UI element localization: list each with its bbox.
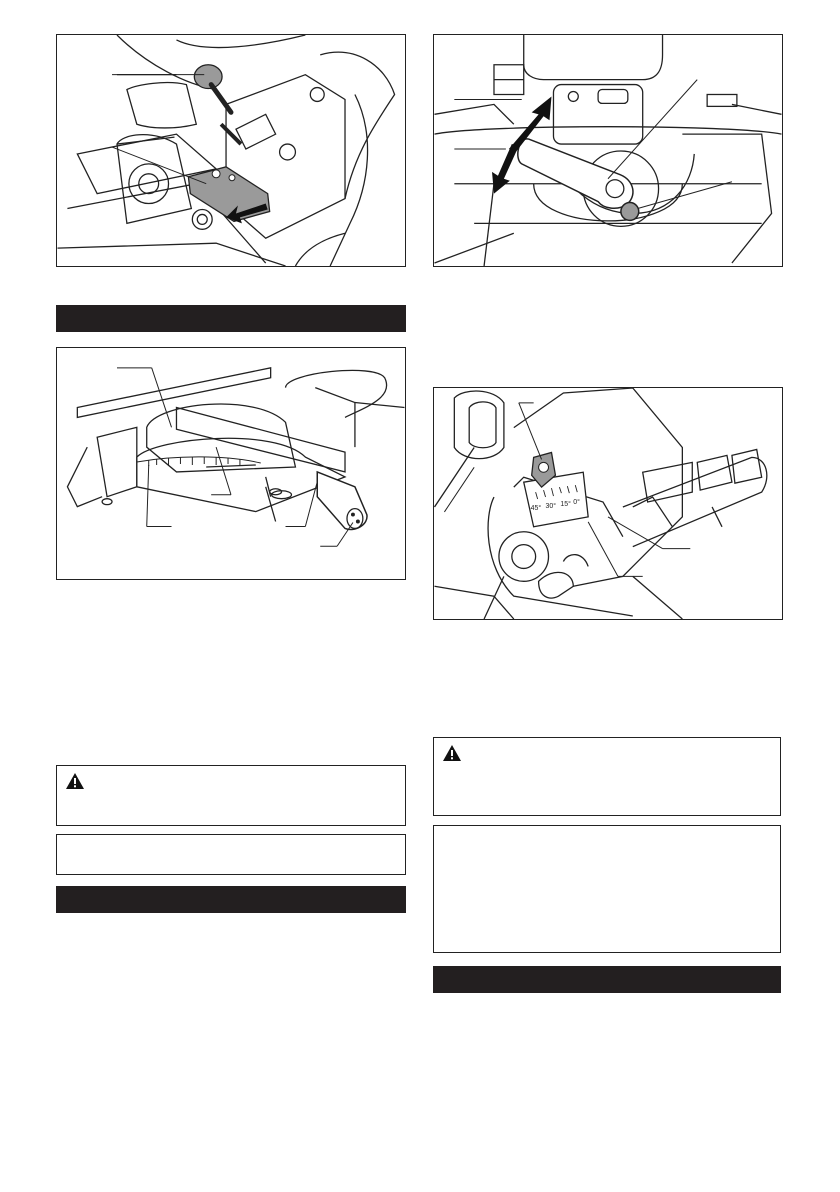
handle-grid-part [643,449,762,502]
section-bar-1 [56,305,406,332]
note-box-right [433,825,781,953]
note-box-left [56,834,406,875]
lock-lever-part [518,139,633,208]
grip-part [317,472,367,530]
knob-part [621,203,639,221]
section-bar-2-title [56,892,64,907]
arrow-down-icon [492,144,519,194]
miter-scale-part [137,457,261,466]
warning-box-left [56,765,406,826]
section-bar-3-title [433,972,441,987]
figure-panel-top-right [433,34,783,267]
warning-box-right [433,737,781,816]
bolt-part [194,65,241,144]
turn-base-illustration [57,348,405,579]
dial-label-0: 0° [573,498,580,506]
warning-triangle-icon [66,773,84,789]
bevel-angle-scale-illustration [434,388,782,619]
section-bar-3 [433,966,781,993]
dial-label-30: 30° [545,502,557,510]
figure-panel-middle-right [433,387,783,620]
figure-panel-middle-left [56,347,406,580]
saw-stopper-illustration [57,35,405,266]
dial-label-45: 45° [530,504,542,512]
warning-triangle-icon [443,745,461,761]
bevel-lock-lever-illustration [434,35,782,266]
stopper-part [188,167,269,222]
figure-panel-top-left [56,34,406,267]
section-bar-2 [56,886,406,913]
section-bar-1-title [56,311,64,326]
dial-label-15: 15° [560,500,571,508]
